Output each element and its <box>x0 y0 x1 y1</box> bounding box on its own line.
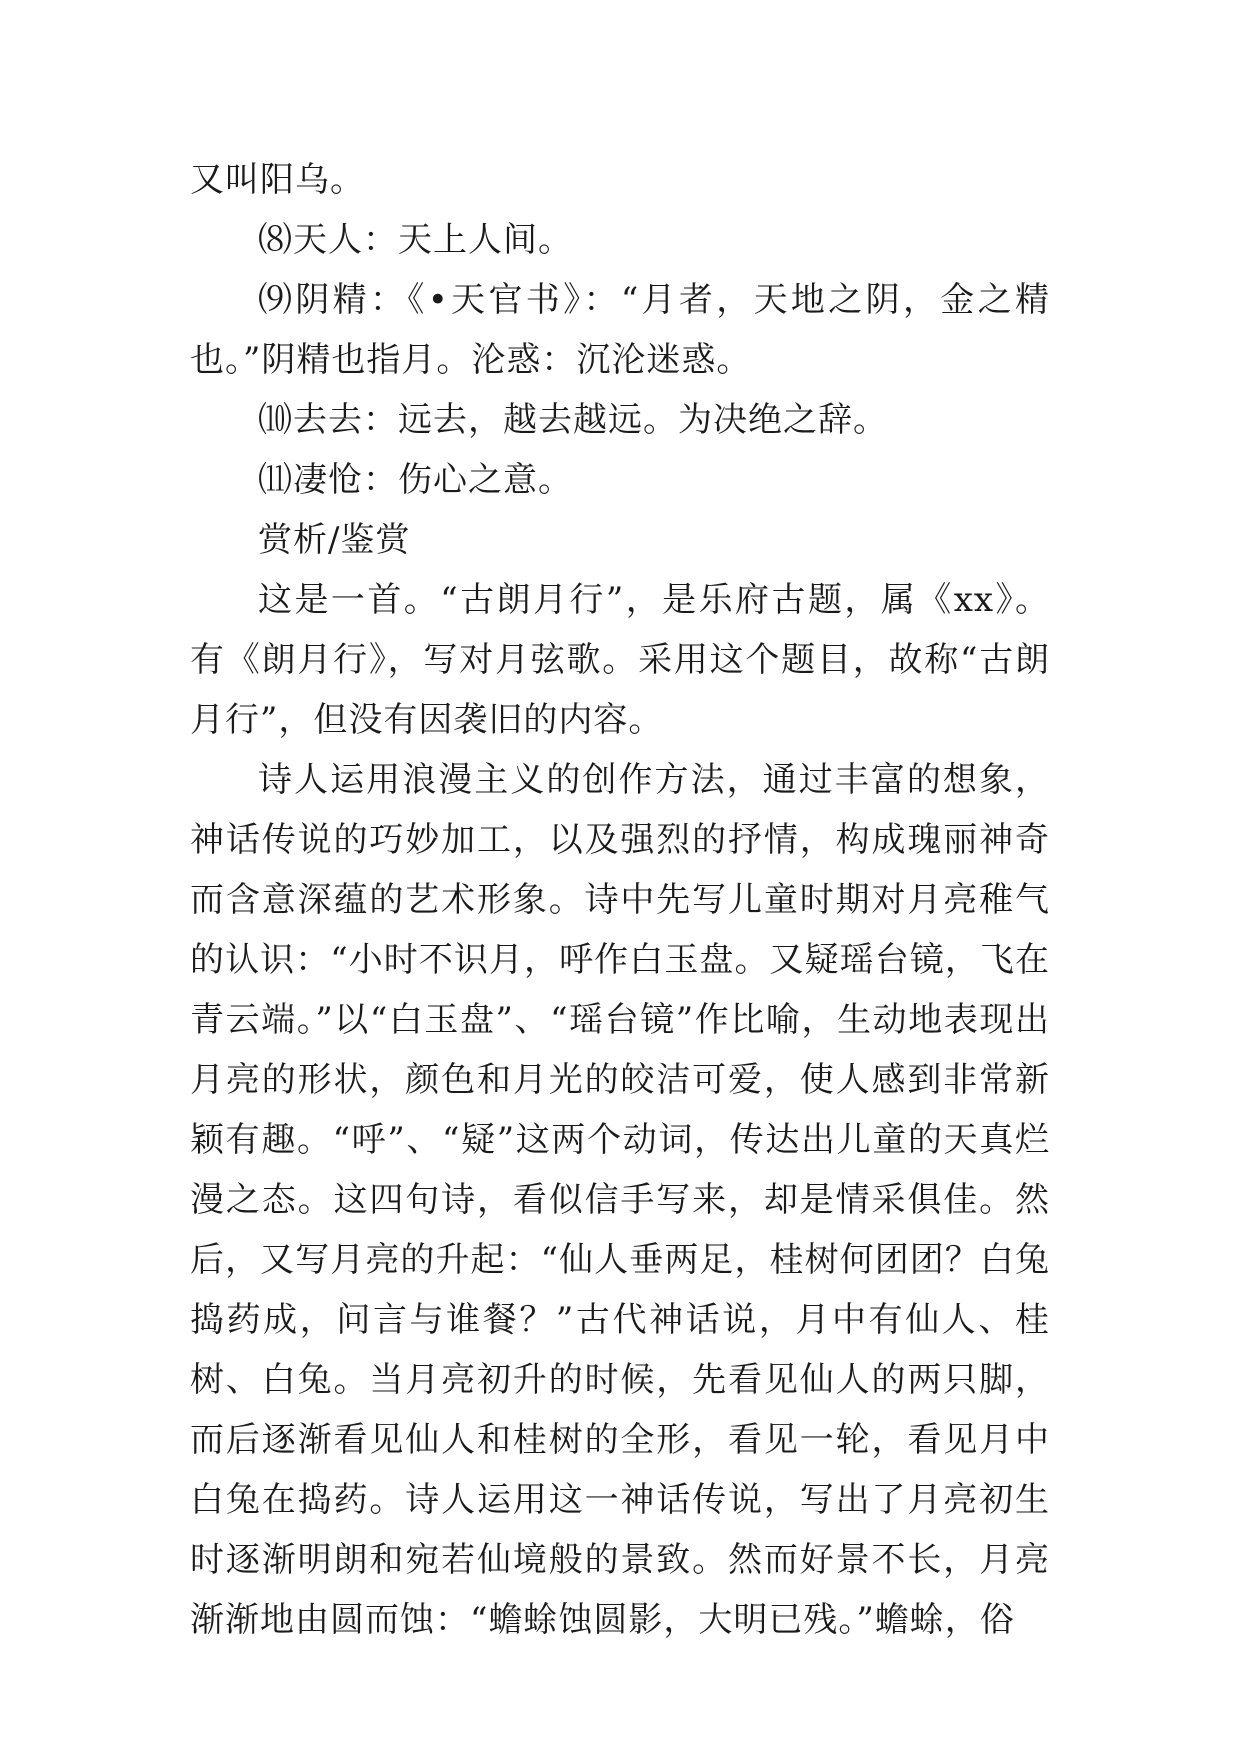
paragraph-analysis: 诗人运用浪漫主义的创作方法，通过丰富的想象，神话传说的巧妙加工，以及强烈的抒情，构成瑰丽神奇而含意深蕴的艺术形象。诗中先写儿童时期对月亮稚气的认识：“小时不识月，呼作白玉盘。又疑瑶台镜，飞在青云端。”以“白玉盘”、“瑶台镜”作比喻，生动地表现出月亮的形状，颜色和月光的皎洁可爱，使人感到非常新颖有趣。“呼”、“疑”这两个动词，传达出儿童的天真烂漫之态。这四句诗，看似信手写来，却是情采俱佳。然后，又写月亮的升起：“仙人垂两足，桂树何团团？白兔捣药成，问言与谁餐？”古代神话说，月中有仙人、桂树、白兔。当月亮初升的时候，先看见仙人的两只脚，而后逐渐看见仙人和桂树的全形，看见一轮，看见月中白兔在捣药。诗人运用这一神话传说，写出了月亮初生时逐渐明朗和宛若仙境般的景致。然而好景不长，月亮渐渐地由圆而蚀：“蟾蜍蚀圆影，大明已残。”蟾蜍，俗 <box>190 760 1050 1640</box>
section-heading: 赏析/鉴赏 <box>258 520 411 560</box>
annotation-9: ⑼阴精：《•天官书》：“月者，天地之阴，金之精也。”阴精也指月。沦惑：沉沦迷惑。 <box>190 280 1050 380</box>
annotation-11: ⑾凄怆：伤心之意。 <box>258 460 573 500</box>
annotation-10: ⑽去去：远去，越去越远。为决绝之辞。 <box>258 400 888 440</box>
document-body <box>190 150 1050 1650</box>
annotation-8: ⑻天人：天上人间。 <box>258 220 573 260</box>
paragraph-1: 又叫阳乌。 <box>190 160 365 200</box>
paragraph-intro: 这是一首。“古朗月行”，是乐府古题，属《xx》。有《朗月行》，写对月弦歌。采用这个题目，故称“古朗月行”，但没有因袭旧的内容。 <box>190 580 1050 740</box>
